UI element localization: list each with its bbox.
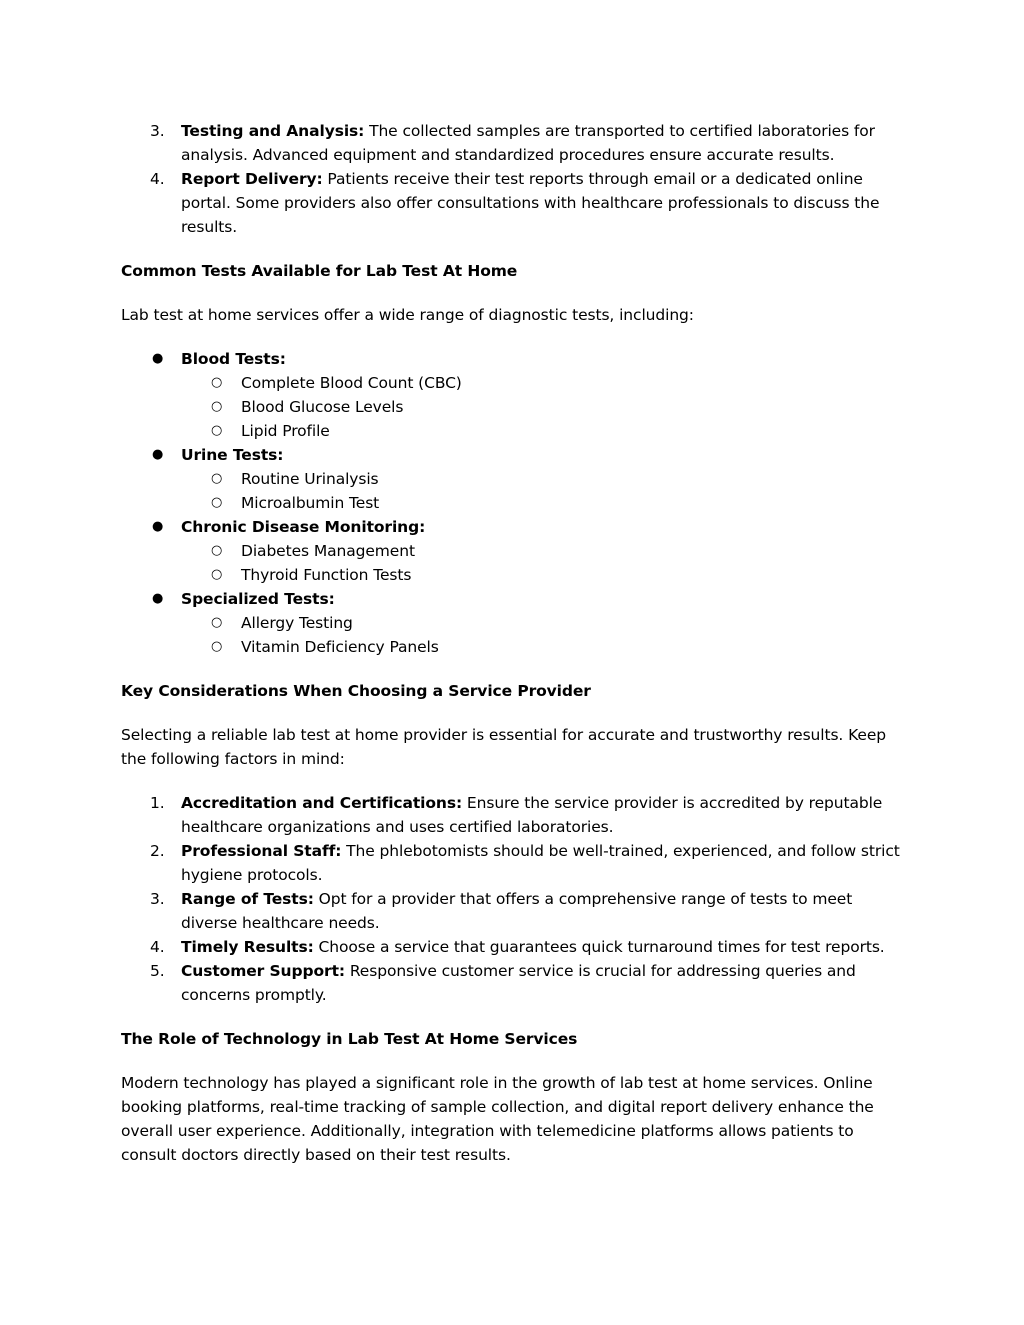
sub-list-item: [121, 371, 911, 395]
item-label: Timely Results:: [181, 938, 314, 956]
sub-bullet-marker: ○: [211, 471, 223, 486]
item-text: Routine Urinalysis: [241, 470, 379, 488]
sub-list-item: [121, 635, 911, 659]
item-label: Range of Tests:: [181, 890, 314, 908]
list-number: 4.: [150, 170, 165, 188]
item-text: Vitamin Deficiency Panels: [241, 638, 439, 656]
section-body: Modern technology has played a significant role in the growth of lab test at home services. Online booking platforms, real-time tracking of sample collection, and digital report delivery enhance the overall user experience. Additionally, integration with telemedicine platforms allows patients to consult doctors directly based on their test results.: [121, 1074, 874, 1164]
item-text: Opt for a provider that offers a comprehensive range of tests to meet diverse healthcare needs.: [181, 890, 853, 932]
item-text: Patients receive their test reports through email or a dedicated online portal. Some providers also offer consultations with healthcare professionals to discuss the results.: [181, 170, 880, 236]
steps-list: [121, 119, 911, 239]
item-text: Choose a service that guarantees quick turnaround times for test reports.: [313, 938, 885, 956]
sub-bullet-marker: ○: [211, 399, 223, 414]
list-item: [121, 443, 911, 467]
considerations-list: [121, 791, 911, 1007]
item-label: Urine Tests:: [181, 446, 284, 464]
item-text: Lipid Profile: [241, 422, 330, 440]
item-text: Microalbumin Test: [241, 494, 380, 512]
sub-bullet-marker: ○: [211, 615, 223, 630]
item-label: Testing and Analysis:: [181, 122, 365, 140]
sub-list-item: [121, 563, 911, 587]
list-item: [121, 587, 911, 611]
item-text: Allergy Testing: [241, 614, 353, 632]
list-item: [121, 515, 911, 539]
sub-bullet-marker: ○: [211, 375, 223, 390]
section-heading: Key Considerations When Choosing a Service Provider: [121, 682, 591, 700]
sub-list-item: [121, 419, 911, 443]
sub-list-item: [121, 395, 911, 419]
list-number: 3.: [150, 122, 165, 140]
bullet-marker: ●: [152, 447, 164, 462]
list-item: [121, 791, 911, 839]
sub-list-item: [121, 467, 911, 491]
list-item: [121, 839, 911, 887]
sub-bullet-marker: ○: [211, 567, 223, 582]
list-item: [121, 935, 911, 959]
item-label: Blood Tests:: [181, 350, 286, 368]
list-item: [121, 959, 911, 1007]
item-label: Accreditation and Certifications:: [181, 794, 463, 812]
item-text: The phlebotomists should be well-trained, experienced, and follow strict hygiene protocols.: [181, 842, 900, 884]
list-number: 4.: [150, 938, 165, 956]
sub-bullet-marker: ○: [211, 495, 223, 510]
sub-bullet-marker: ○: [211, 639, 223, 654]
list-item: [121, 119, 911, 167]
sub-bullet-marker: ○: [211, 543, 223, 558]
item-label: Specialized Tests:: [181, 590, 335, 608]
list-number: 1.: [150, 794, 165, 812]
list-item: [121, 347, 911, 371]
list-number: 2.: [150, 842, 165, 860]
list-number: 3.: [150, 890, 165, 908]
item-text: Diabetes Management: [241, 542, 415, 560]
document-content: [121, 119, 911, 1167]
item-text: The collected samples are transported to certified laboratories for analysis. Advanced equipment and standardized procedures ensure accurate results.: [181, 122, 875, 164]
item-text: Complete Blood Count (CBC): [241, 374, 462, 392]
bullet-marker: ●: [152, 351, 164, 366]
list-item: [121, 167, 911, 239]
section-intro: Lab test at home services offer a wide range of diagnostic tests, including:: [121, 306, 694, 324]
sub-list-item: [121, 491, 911, 515]
section-intro: Selecting a reliable lab test at home provider is essential for accurate and trustworthy results. Keep the following factors in mind:: [121, 726, 886, 768]
bullet-marker: ●: [152, 591, 164, 606]
tests-list: [121, 347, 911, 659]
item-text: Responsive customer service is crucial for addressing queries and concerns promptly.: [181, 962, 856, 1004]
list-item: [121, 887, 911, 935]
section-heading: The Role of Technology in Lab Test At Home Services: [121, 1030, 578, 1048]
item-text: Thyroid Function Tests: [241, 566, 412, 584]
sub-list-item: [121, 539, 911, 563]
item-text: Blood Glucose Levels: [241, 398, 404, 416]
item-text: Ensure the service provider is accredited by reputable healthcare organizations and uses certified laboratories.: [181, 794, 883, 836]
bullet-marker: ●: [152, 519, 164, 534]
item-label: Report Delivery:: [181, 170, 323, 188]
item-label: Chronic Disease Monitoring:: [181, 518, 426, 536]
sub-bullet-marker: ○: [211, 423, 223, 438]
item-label: Customer Support:: [181, 962, 345, 980]
item-label: Professional Staff:: [181, 842, 342, 860]
list-number: 5.: [150, 962, 165, 980]
section-heading: Common Tests Available for Lab Test At Home: [121, 262, 518, 280]
sub-list-item: [121, 611, 911, 635]
